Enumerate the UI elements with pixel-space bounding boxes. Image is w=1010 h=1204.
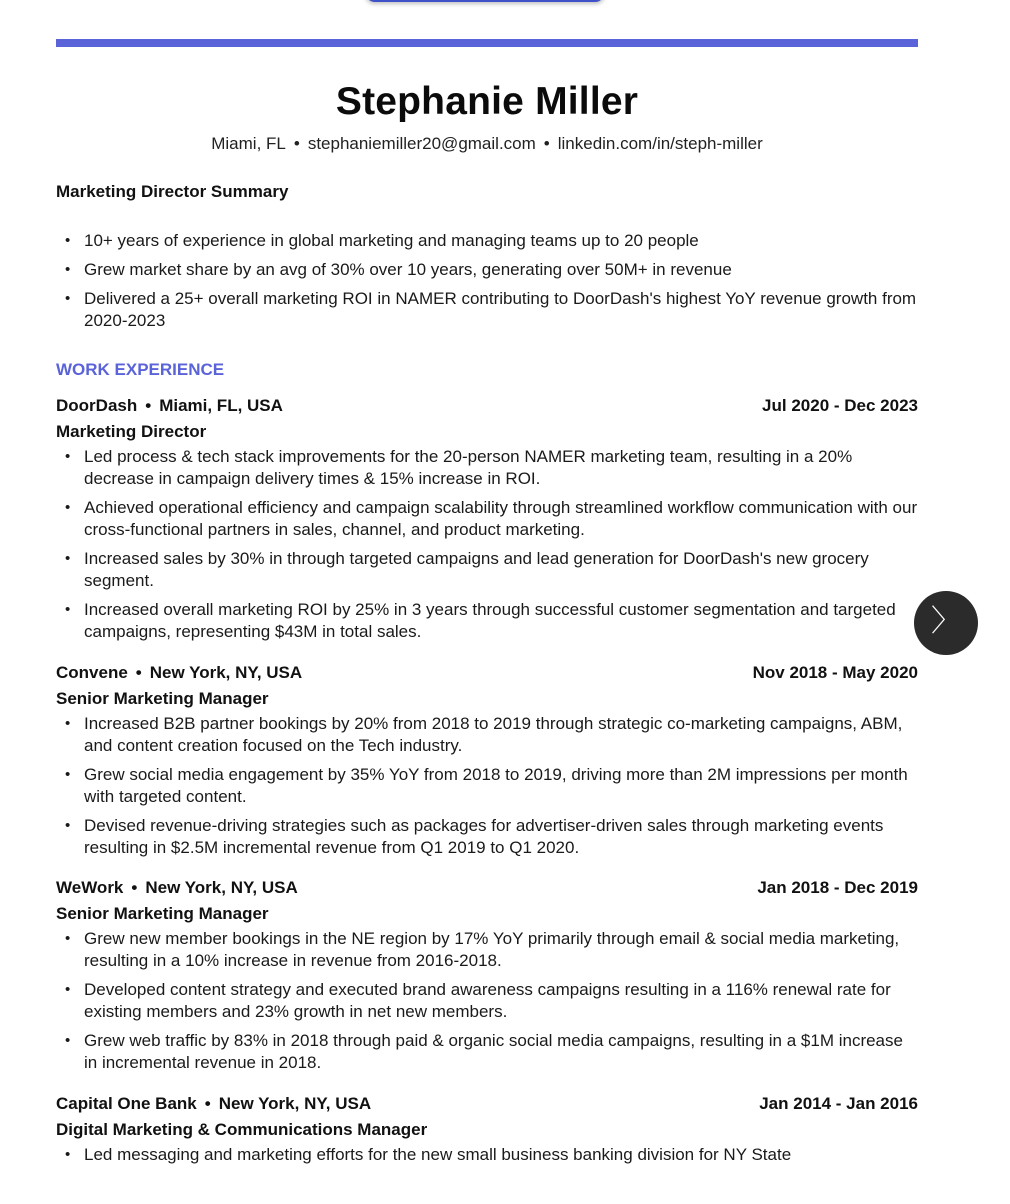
chevron-right-icon: 〉 xyxy=(931,604,961,639)
job-bullet: • Led process & tech stack improvements for the 20-person NAMER marketing team, resulting in a 20% decrease in campaign delivery times & 15% increase in ROI. xyxy=(56,446,918,490)
accent-bar xyxy=(56,39,918,47)
top-tab-button[interactable] xyxy=(365,0,605,2)
job-bullets xyxy=(56,713,918,859)
job-bullets xyxy=(56,446,918,643)
resume-name: Stephanie Miller xyxy=(335,80,639,123)
job-bullet: • Increased sales by 30% in through targeted campaigns and lead generation for DoorDash's new grocery segment. xyxy=(56,548,918,592)
job-role: Senior Marketing Manager xyxy=(56,689,269,708)
contact-line xyxy=(56,134,918,154)
job-entry xyxy=(56,396,918,650)
job-bullets xyxy=(56,928,918,1074)
contact-location: Miami, FL xyxy=(211,134,286,153)
job-bullet: • Devised revenue-driving strategies such as packages for advertiser-driven sales through marketing events resulting in $2.5M incremental revenue from Q1 2019 to Q1 2020. xyxy=(56,815,918,859)
job-bullet: • Grew web traffic by 83% in 2018 through paid & organic social media campaigns, resulting in a $1M increase in incremental revenue in 2018. xyxy=(56,1030,918,1074)
job-company: DoorDash xyxy=(56,396,138,415)
job-header xyxy=(56,1094,918,1118)
job-company: Capital One Bank xyxy=(56,1094,197,1113)
job-company-line xyxy=(56,396,283,416)
job-bullet: • Grew social media engagement by 35% YoY from 2018 to 2019, driving more than 2M impressions per month with targeted content. xyxy=(56,764,918,808)
job-dates: Jan 2014 - Jan 2016 xyxy=(759,1094,918,1113)
job-dates: Jul 2020 - Dec 2023 xyxy=(762,396,918,415)
job-company-line xyxy=(56,878,298,898)
job-bullet: • Grew new member bookings in the NE region by 17% YoY primarily through email & social media marketing, resulting in a 10% increase in revenue from 2016-2018. xyxy=(56,928,918,972)
summary-list xyxy=(56,230,918,339)
job-separator: • xyxy=(145,396,152,415)
job-bullet: • Increased B2B partner bookings by 20% from 2018 to 2019 through strategic co-marketing campaigns, ABM, and content creation focused on the Tech industry. xyxy=(56,713,918,757)
job-separator: • xyxy=(131,878,138,897)
contact-email[interactable]: stephaniemiller20@gmail.com xyxy=(307,134,536,153)
contact-separator: • xyxy=(543,134,550,153)
job-bullets xyxy=(56,1144,918,1166)
job-location: Miami, FL, USA xyxy=(159,396,283,415)
job-location: New York, NY, USA xyxy=(218,1094,372,1113)
job-bullet: • Achieved operational efficiency and campaign scalability through streamlined workflow communication with our cross-functional partners in sales, channel, and product marketing. xyxy=(56,497,918,541)
job-role: Marketing Director xyxy=(56,422,207,441)
job-dates: Jan 2018 - Dec 2019 xyxy=(757,878,918,897)
job-company-line xyxy=(56,1094,371,1114)
summary-bullet: • Delivered a 25+ overall marketing ROI in NAMER contributing to DoorDash's highest YoY revenue growth from 2020-2023 xyxy=(56,288,918,332)
job-bullet: • Developed content strategy and executed brand awareness campaigns resulting in a 116% renewal rate for existing members and 23% growth in net new members. xyxy=(56,979,918,1023)
contact-linkedin[interactable]: linkedin.com/in/steph-miller xyxy=(557,134,763,153)
job-bullet: • Led messaging and marketing efforts for the new small business banking division for NY State xyxy=(56,1144,918,1166)
job-location: New York, NY, USA xyxy=(145,878,298,897)
job-separator: • xyxy=(135,663,142,682)
contact-separator: • xyxy=(293,134,300,153)
job-header xyxy=(56,396,918,420)
job-header xyxy=(56,878,918,902)
job-entry xyxy=(56,878,918,1081)
work-experience-title: WORK EXPERIENCE xyxy=(56,360,225,379)
job-bullet: • Increased overall marketing ROI by 25% in 3 years through successful customer segmentation and targeted campaigns, representing $43M in total sales. xyxy=(56,599,918,643)
job-entry xyxy=(56,663,918,866)
next-page-button[interactable] xyxy=(914,591,978,655)
job-entry xyxy=(56,1094,918,1173)
summary-bullet: • Grew market share by an avg of 30% over 10 years, generating over 50M+ in revenue xyxy=(56,259,918,281)
job-company-line xyxy=(56,663,302,683)
job-company: WeWork xyxy=(56,878,124,897)
job-role: Senior Marketing Manager xyxy=(56,904,269,923)
job-separator: • xyxy=(204,1094,211,1113)
job-role: Digital Marketing & Communications Manager xyxy=(56,1120,428,1139)
summary-title: Marketing Director Summary xyxy=(56,182,289,201)
summary-bullet: • 10+ years of experience in global marketing and managing teams up to 20 people xyxy=(56,230,918,252)
job-dates: Nov 2018 - May 2020 xyxy=(752,663,918,682)
job-company: Convene xyxy=(56,663,128,682)
job-location: New York, NY, USA xyxy=(149,663,303,682)
job-header xyxy=(56,663,918,687)
